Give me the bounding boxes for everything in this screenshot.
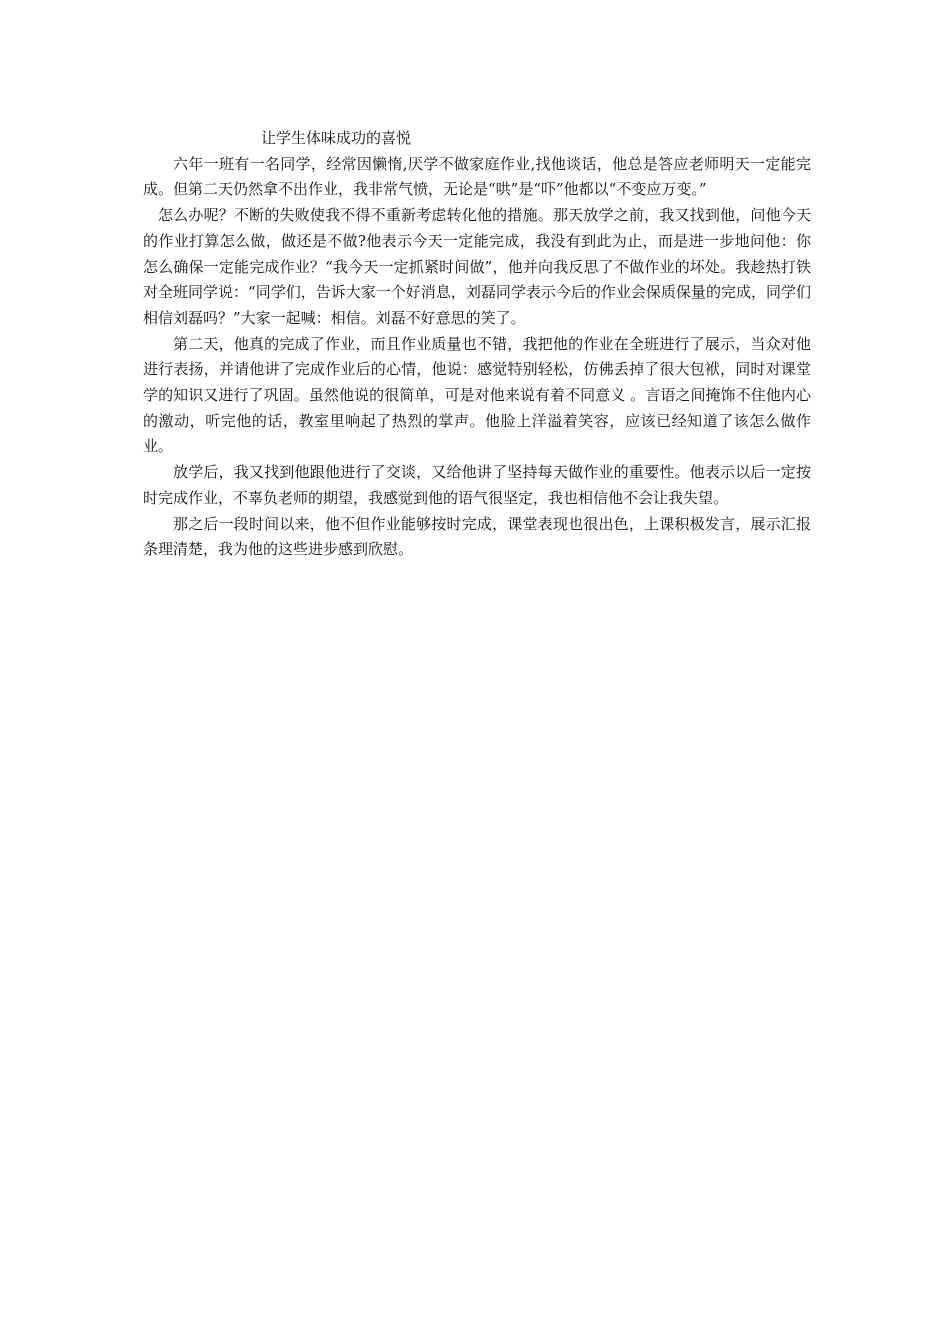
paragraph-2: 怎么办呢？不断的失败使我不得不重新考虑转化他的措施。那天放学之前，我又找到他，问他今天的作业打算怎么做，做还是不做?他表示今天一定能完成，我没有到此为止，而是进一步地问他：你怎么确保一定能完成作业？“我今天一定抓紧时间做”，他并向我反思了不做作业的坏处。我趁热打铁对全班同学说：“同学们，告诉大家一个好消息，刘磊同学表示今后的作业会保质保量的完成，同学们相信刘磊吗？”大家一起喊：相信。刘磊不好意思的笑了。 bbox=[143, 206, 811, 327]
paragraph-4: 放学后，我又找到他跟他进行了交谈，又给他讲了坚持每天做作业的重要性。他表示以后一定按时完成作业，不辜负老师的期望，我感觉到他的语气很坚定，我也相信他不会让我失望。 bbox=[143, 463, 811, 507]
paragraph-5: 那之后一段时间以来，他不但作业能够按时完成，课堂表现也很出色，上课积极发言，展示汇报条理清楚，我为他的这些进步感到欣慰。 bbox=[143, 514, 811, 559]
paragraph-1: 六年一班有一名同学，经常因懒惰,厌学不做家庭作业,找他谈话，他总是答应老师明天一定能完成。但第二天仍然拿不出作业，我非常气愤，无论是“哄”是“吓”他都以“不变应万变。” bbox=[143, 154, 811, 199]
paragraph-3: 第二天，他真的完成了作业，而且作业质量也不错，我把他的作业在全班进行了展示，当众对他进行表扬，并请他讲了完成作业后的心情，他说：感觉特别轻松，仿佛丢掉了很大包袱，同时对课堂学的知识又进行了巩固。虽然他说的很简单，可是对他来说有着不同意义 。言语之间掩饰不住他内心的激动，听完他的话，教室里响起了热烈的掌声。他脸上洋溢着笑容，应该已经知道了该怎么做作业。 bbox=[143, 334, 811, 456]
document-body bbox=[143, 126, 811, 563]
document-title: 让学生体味成功的喜悦 bbox=[261, 129, 412, 147]
